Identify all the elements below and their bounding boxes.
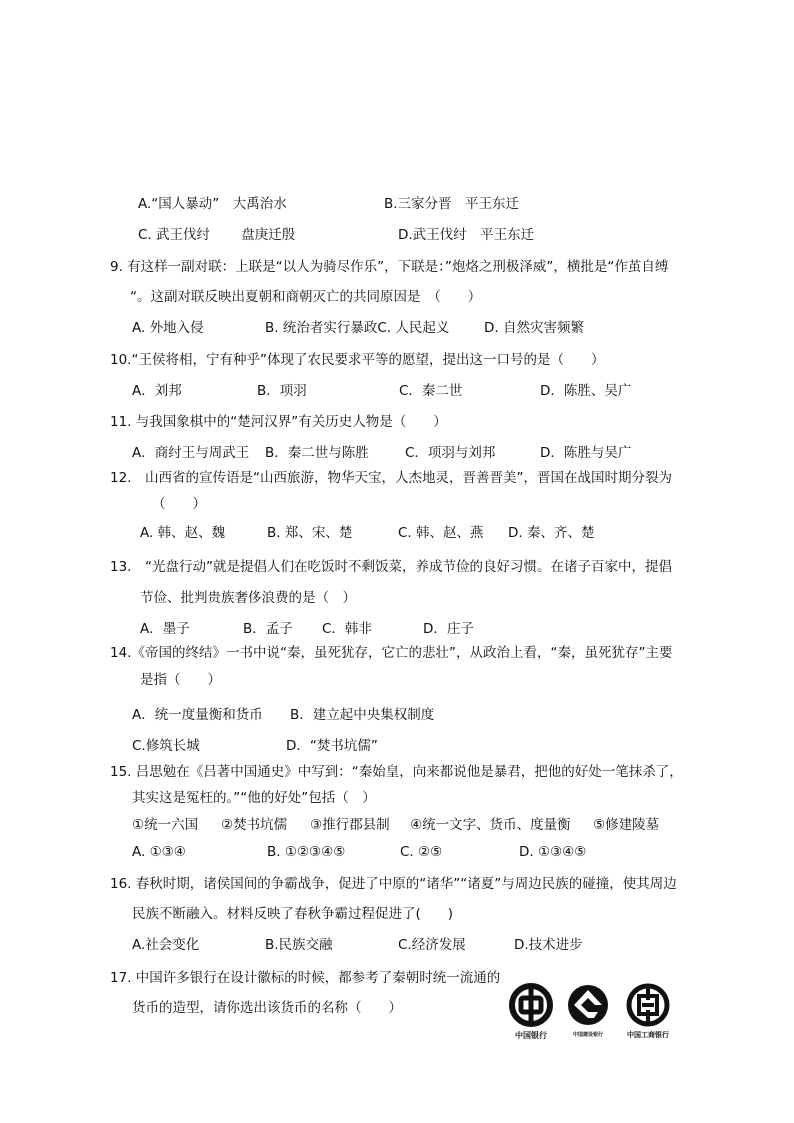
q17-stem-line1: 17. 中国许多银行在设计徽标的时候，都参考了秦朝时统一流通的 xyxy=(110,970,501,986)
q17-stem-line2: 货币的造型，请你选出该货币的名称（ ） xyxy=(132,1000,402,1016)
q10-stem: 10.“王侯将相，宁有种乎”体现了农民要求平等的愿望，提出这一口号的是（ ） xyxy=(110,352,605,368)
q16-option-d: D.技术进步 xyxy=(514,937,583,953)
q14-option-a: A．统一度量衡和货币 xyxy=(132,707,263,723)
q14-option-b: B．建立起中央集权制度 xyxy=(290,707,435,723)
q15-item-5: ⑤修建陵墓 xyxy=(593,817,660,833)
q9-option-d: D. 自然灾害频繁 xyxy=(484,320,584,336)
q11-option-d: D．陈胜与吴广 xyxy=(540,445,632,461)
q14-option-c: C.修筑长城 xyxy=(132,738,200,754)
q15-option-d: D. ①③④⑤ xyxy=(519,844,587,860)
bank-of-china-label: 中国银行 xyxy=(515,1030,547,1040)
q15-item-3: ③推行郡县制 xyxy=(310,817,390,833)
q12-option-a: A. 韩、赵、魏 xyxy=(140,525,226,541)
q8-option-c: C. 武王伐纣 盘庚迁殷 xyxy=(138,227,296,243)
bank-of-china-icon xyxy=(506,980,556,1030)
q15-option-c: C. ②⑤ xyxy=(400,844,443,860)
q12-stem-line1: 12. 山西省的宣传语是“山西旅游，物华天宝，人杰地灵，晋善晋美”，晋国在战国时期分裂为 xyxy=(110,470,672,486)
q16-option-a: A.社会变化 xyxy=(132,937,200,953)
q13-option-b: B．孟子 xyxy=(243,621,293,637)
q12-option-b: B. 郑、宋、楚 xyxy=(267,525,353,541)
q14-option-d: D．“焚书坑儒” xyxy=(286,738,378,754)
icbc-logo xyxy=(620,980,676,1044)
q13-option-a: A．墨子 xyxy=(140,621,190,637)
q10-option-d: D．陈胜、吴广 xyxy=(540,383,632,399)
q15-stem-line1: 15. 吕思勉在《吕著中国通史》中写到：“秦始皇，向来都说他是暴君，把他的好处一笔抹杀了， xyxy=(110,764,683,780)
q9-stem-line1: 9. 有这样一副对联：上联是“以人为骑尽作乐”，下联是：”炮烙之刑极泽威”，横批是“作茧自缚 xyxy=(110,259,669,275)
construction-bank-icon xyxy=(560,980,616,1030)
q11-option-b: B．秦二世与陈胜 xyxy=(265,445,369,461)
q9-option-bc: B. 统治者实行暴政C. 人民起义 xyxy=(265,320,450,336)
q9-option-a: A. 外地入侵 xyxy=(132,320,204,336)
q11-option-a: A．商纣王与周武王 xyxy=(132,445,250,461)
icbc-icon xyxy=(620,980,676,1030)
q13-option-c: C．韩非 xyxy=(322,621,372,637)
q15-item-1: ①统一六国 xyxy=(132,817,199,833)
q14-stem-line1: 14.《帝国的终结》一书中说“秦，虽死犹存，它亡的悲壮”，从政治上看，“秦，虽死犹存”主要 xyxy=(110,645,673,661)
q8-option-b: B.三家分晋 平王东迁 xyxy=(384,196,520,212)
q15-stem-line2: 其实这是冤枉的。”“他的好处”包括（ ） xyxy=(132,790,376,806)
q8-option-d: D.武王伐纣 平王东迁 xyxy=(398,227,535,243)
q12-option-d: D. 秦、齐、楚 xyxy=(508,525,595,541)
q15-item-4: ④统一文字、货币、度量衡 xyxy=(410,817,571,833)
q8-option-a: A.“国人暴动” 大禹治水 xyxy=(138,196,287,212)
bank-of-china-logo xyxy=(506,980,556,1044)
q12-stem-line2: （ ） xyxy=(152,496,206,512)
q15-option-a: A. ①③④ xyxy=(132,844,186,860)
q10-option-b: B．项羽 xyxy=(257,383,307,399)
q12-option-c: C. 韩、赵、燕 xyxy=(398,525,484,541)
q9-stem-line2: “。这副对联反映出夏朝和商朝灭亡的共同原因是 （ ） xyxy=(130,289,482,305)
q10-option-a: A．刘邦 xyxy=(132,383,182,399)
q13-option-d: D．庄子 xyxy=(423,621,474,637)
q16-option-c: C.经济发展 xyxy=(398,937,466,953)
q14-stem-line2: 是指（ ） xyxy=(140,672,221,688)
q11-option-c: C．项羽与刘邦 xyxy=(405,445,496,461)
q16-option-b: B.民族交融 xyxy=(265,937,333,953)
q11-stem: 11. 与我国象棋中的“楚河汉界”有关历史人物是（ ） xyxy=(110,414,447,430)
q15-item-2: ②焚书坑儒 xyxy=(221,817,288,833)
q13-stem-line2: 节俭、批判贵族奢侈浪费的是（ ） xyxy=(140,590,356,606)
q16-stem-line2: 民族不断融入。材料反映了春秋争霸过程促进了( ) xyxy=(132,906,454,922)
construction-bank-label: 中国建设银行 xyxy=(572,1032,603,1038)
q15-option-b: B. ①②③④⑤ xyxy=(267,844,346,860)
q13-stem-line1: 13. “光盘行动”就是提倡人们在吃饭时不剩饭菜，养成节俭的良好习惯。在诸子百家中，提倡 xyxy=(110,559,672,575)
q16-stem-line1: 16. 春秋时期，诸侯国间的争霸战争，促进了中原的“诸华”“诸夏”与周边民族的碰撞，使其周边 xyxy=(110,876,677,892)
icbc-label: 中国工商银行 xyxy=(627,1031,669,1039)
q10-option-c: C．秦二世 xyxy=(399,383,463,399)
construction-bank-logo xyxy=(560,980,616,1044)
